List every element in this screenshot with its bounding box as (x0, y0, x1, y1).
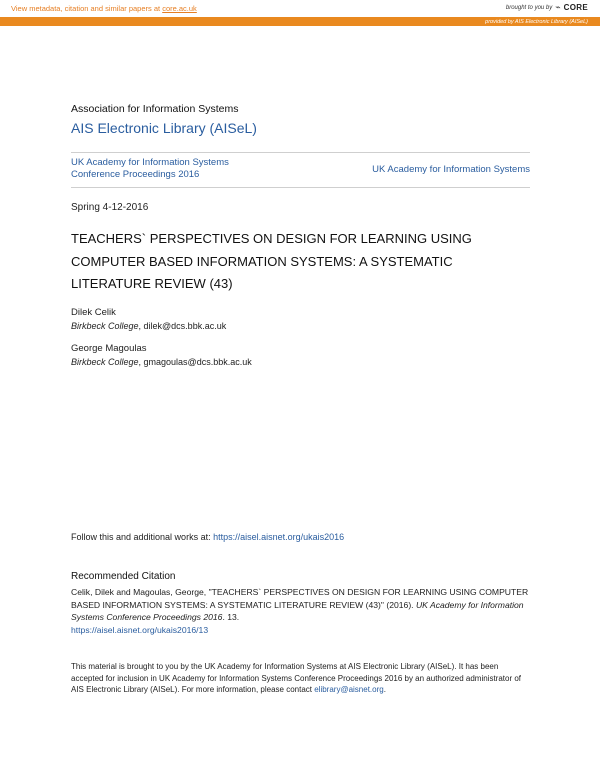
core-banner-top (0, 0, 600, 17)
library-link[interactable]: AIS Electronic Library (AISeL) (71, 120, 257, 136)
divider-bottom (71, 187, 530, 188)
follow-text: Follow this and additional works at: (71, 532, 214, 542)
paper-title: TEACHERS` PERSPECTIVES ON DESIGN FOR LEARNING USING COMPUTER BASED INFORMATION SYSTEMS: A SYSTEMATIC LITERATURE REVIEW (43) (71, 231, 472, 291)
author-name: George Magoulas (71, 343, 147, 354)
core-metadata-link[interactable] (11, 4, 197, 13)
recommended-citation (71, 586, 531, 636)
affiliation-name: Birkbeck College (71, 321, 139, 331)
citation-suffix: . 13. (222, 612, 240, 622)
brought-by-text: brought to you by (505, 4, 553, 11)
author-affiliation (71, 357, 252, 367)
affiliation-name: Birkbeck College (71, 357, 139, 367)
core-logo: CORE (563, 3, 588, 12)
core-link-prefix: View metadata, citation and similar papers at (11, 4, 163, 13)
footer-notice (71, 661, 531, 696)
citation-text: Celik, Dilek and Magoulas, George, "TEACHERS` PERSPECTIVES ON DESIGN FOR LEARNING USING COMPUTER BASED INFORMATION SYSTEMS: A SYSTEMATIC LITERATURE REVIEW (43)" (2016). (71, 587, 529, 610)
conference-proceedings-link[interactable] (71, 157, 301, 181)
conf-left-line2: Conference Proceedings 2016 (71, 169, 200, 180)
contact-email-link[interactable]: elibrary@aisnet.org (314, 685, 384, 694)
provided-by-text: provided by AIS Electronic Library (AISeL) (485, 18, 588, 25)
publication-date: Spring 4-12-2016 (71, 202, 149, 213)
follow-url-link[interactable]: https://aisel.aisnet.org/ukais2016 (213, 532, 345, 542)
citation-journal: UK Academy for Information Systems Conference Proceedings 2016 (71, 599, 524, 622)
author-email: , dilek@dcs.bbk.ac.uk (138, 321, 227, 331)
core-brought-by[interactable] (506, 2, 588, 13)
follow-works (71, 532, 344, 542)
core-provided-bar (0, 17, 600, 26)
footer-end: . (383, 685, 386, 694)
core-logo-icon: ⌁ (555, 2, 561, 12)
conf-left-line1: UK Academy for Information Systems (71, 157, 229, 168)
author-affiliation (71, 321, 226, 331)
divider-top (71, 152, 530, 153)
core-banner (0, 0, 600, 28)
ukais-link[interactable]: UK Academy for Information Systems (372, 164, 530, 175)
recommended-citation-heading: Recommended Citation (71, 571, 176, 582)
core-link-site[interactable]: core.ac.uk (162, 4, 197, 13)
footer-text: This material is brought to you by the UK Academy for Information Systems at AIS Electronic Library (AISeL). It has been accepted for inclusion in UK Academy for Information Systems Conference Proceedings 2016 by an authorized administrator of AIS Electronic Library (AISeL). For more information, please contact (71, 662, 522, 694)
author-email: , gmagoulas@dcs.bbk.ac.uk (138, 357, 252, 367)
author-name: Dilek Celik (71, 307, 116, 318)
association-name: Association for Information Systems (71, 103, 239, 115)
citation-url-link[interactable]: https://aisel.aisnet.org/ukais2016/13 (71, 624, 209, 635)
